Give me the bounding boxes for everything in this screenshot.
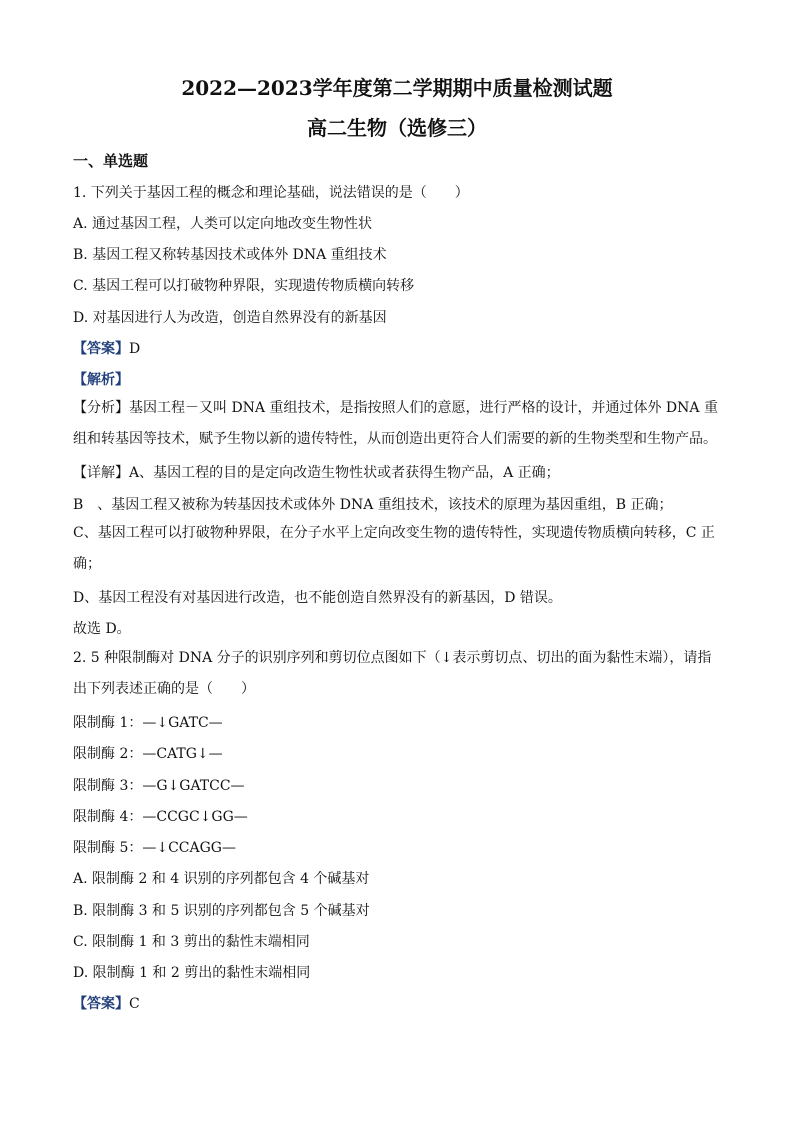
q1-analysis [73, 369, 129, 389]
section-heading: 一、单选题 [73, 152, 149, 170]
exam-title: 2022—2023学年度第二学期期中质量检测试题 [181, 76, 613, 100]
q1-stem: 1. 下列关于基因工程的概念和理论基础，说法错误的是（ ） [73, 185, 469, 201]
q2-enzyme-2: 限制酶 2：—CATG↓— [73, 746, 223, 762]
xiangjie-a-text: A、基因工程的目的是定向改造生物性状或者获得生物产品，A 正确； [129, 465, 560, 481]
exam-subtitle: 高二生物（选修三） [307, 116, 487, 140]
q2-option-b: B. 限制酶 3 和 5 识别的序列都包含 5 个碱基对 [73, 903, 370, 919]
fenxi-tag: 【分析】 [73, 400, 129, 416]
q1-conclusion: 故选 D。 [73, 621, 131, 637]
q1-option-a: A. 通过基因工程，人类可以定向地改变生物性状 [73, 216, 373, 232]
q2-enzyme-5: 限制酶 5：—↓CCAGG— [73, 840, 236, 856]
answer-tag: 【答案】 [73, 341, 129, 357]
answer-tag: 【答案】 [73, 996, 129, 1012]
q1-answer [73, 338, 140, 358]
q2-enzyme-3: 限制酶 3：—G↓GATCC— [73, 778, 245, 794]
q1-xiangjie-d: D、基因工程没有对基因进行改造，也不能创造自然界没有的新基因，D 错误。 [73, 590, 562, 606]
xiangjie-tag: 【详解】 [73, 465, 129, 481]
analysis-tag: 【解析】 [73, 372, 129, 388]
q2-enzyme-1: 限制酶 1：—↓GATC— [73, 715, 223, 731]
q2-stem: 2. 5 种限制酶对 DNA 分子的识别序列和剪切位点图如下（↓表示剪切点、切出的面为黏性末端），请指出下列表述正确的是（ ） [73, 650, 712, 697]
q1-fenxi [73, 393, 723, 455]
q2-option-d: D. 限制酶 1 和 2 剪出的黏性末端相同 [73, 965, 311, 981]
q1-xiangjie-a [73, 462, 560, 482]
answer-value: C [129, 996, 140, 1012]
q1-xiangjie-b: B 、基因工程又被称为转基因技术或体外 DNA 重组技术，该技术的原理为基因重组，B 正确； [73, 497, 673, 513]
q1-option-b: B. 基因工程又称转基因技术或体外 DNA 重组技术 [73, 247, 387, 263]
fenxi-text: 基因工程－又叫 DNA 重组技术，是指按照人们的意愿，进行严格的设计，并通过体外 DNA 重组和转基因等技术，赋予生物以新的遗传特性，从而创造出更符合人们需要的新的生物类型和生物产品。 [73, 400, 718, 447]
q2-answer [73, 993, 140, 1013]
q1-xiangjie-c: C、基因工程可以打破物种界限，在分子水平上定向改变生物的遗传特性，实现遗传物质横向转移，C 正确； [73, 525, 715, 572]
q1-option-c: C. 基因工程可以打破物种界限，实现遗传物质横向转移 [73, 278, 415, 294]
q1-option-d: D. 对基因进行人为改造，创造自然界没有的新基因 [73, 310, 387, 326]
q2-option-c: C. 限制酶 1 和 3 剪出的黏性末端相同 [73, 934, 310, 950]
answer-value: D [129, 341, 141, 357]
q2-option-a: A. 限制酶 2 和 4 识别的序列都包含 4 个碱基对 [73, 871, 370, 887]
q2-enzyme-4: 限制酶 4：—CCGC↓GG— [73, 809, 248, 825]
